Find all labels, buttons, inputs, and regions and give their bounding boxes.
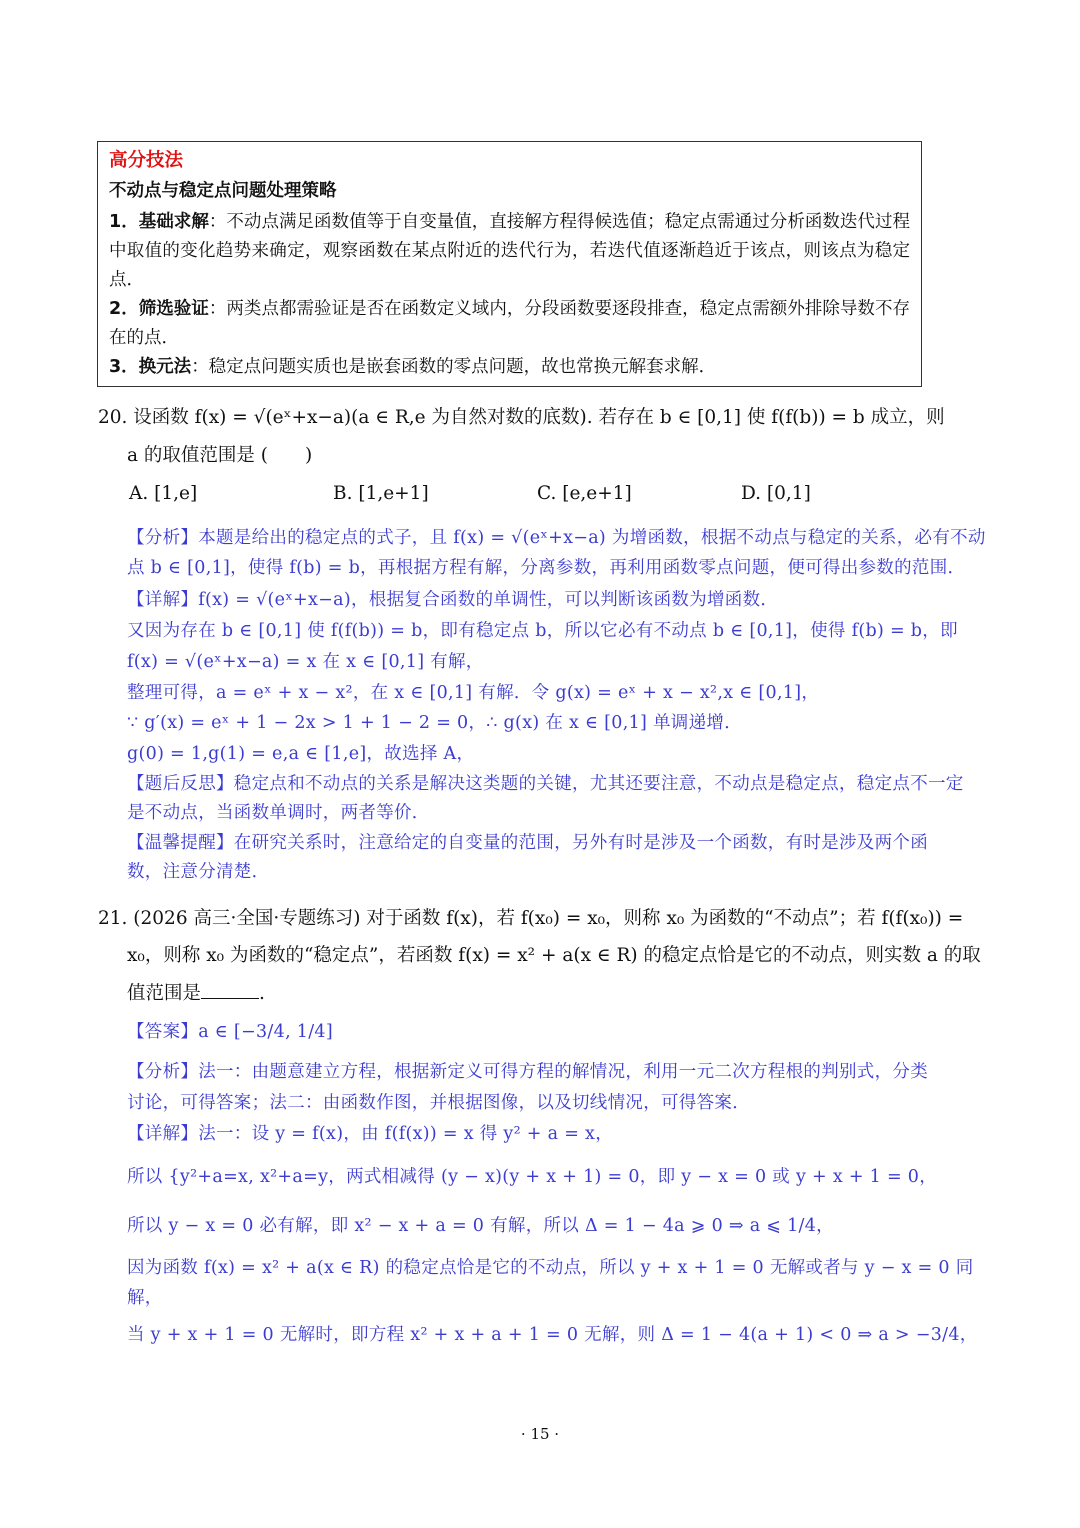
q21-analysis-line: 所以 {y²+a=x, x²+a=y，两式相减得 (y − x)(y + x + 1) = 0，即 y − x = 0 或 y + x + 1 = 0， xyxy=(127,1167,938,1187)
q21-analysis-line: 所以 y − x = 0 必有解，即 x² − x + a = 0 有解，所以 Δ = 1 − 4a ⩾ 0 ⇒ a ⩽ 1/4， xyxy=(127,1216,834,1236)
q20-analysis-line: 【分析】本题是给出的稳定点的式子，且 f(x) = √(eˣ+x−a) 为增函数，根据不动点与稳定的关系，必有不动 xyxy=(127,528,986,548)
strategy-item-heading: 3．换元法 xyxy=(109,357,192,377)
q21-analysis-line: 【分析】法一：由题意建立方程，根据新定义可得方程的解情况，利用一元二次方程根的判别式，分类 xyxy=(127,1062,928,1082)
strategy-box xyxy=(97,141,922,387)
strategy-item-heading: 1．基础求解 xyxy=(109,212,209,232)
q20-analysis-line: ∵ g′(x) = eˣ + 1 − 2x > 1 + 1 − 2 = 0，∴ g(x) 在 x ∈ [0,1] 单调递增． xyxy=(127,713,743,733)
q20-option-d: D. [0,1] xyxy=(741,483,811,504)
q20-option-b: B. [1,e+1] xyxy=(333,483,429,504)
q21-stem-line-1: 21. (2026 高三·全国·专题练习) 对于函数 f(x)，若 f(x₀) = x₀，则称 x₀ 为函数的“不动点”；若 f(f(x₀)) = xyxy=(98,908,964,929)
q21-analysis-line: 当 y + x + 1 = 0 无解时，即方程 x² + x + a + 1 = 0 无解，则 Δ = 1 − 4(a + 1) < 0 ⇒ a > −3/4， xyxy=(127,1325,978,1345)
q20-analysis-line: 【温馨提醒】在研究关系时，注意给定的自变量的范围，另外有时是涉及一个函数，有时是涉及两个函 xyxy=(127,833,928,853)
strategy-item-heading: 2．筛选验证 xyxy=(109,299,209,319)
q21-analysis-line: 讨论，可得答案；法二：由函数作图，并根据图像，以及切线情况，可得答案． xyxy=(127,1093,750,1113)
strategy-item-text: ：两类点都需验证是否在函数定义域内，分段函数要逐段排查，稳定点需额外排除导数不存在的点． xyxy=(109,299,910,348)
q21-analysis-line: 因为函数 f(x) = x² + a(x ∈ R) 的稳定点恰是它的不动点，所以 y + x + 1 = 0 无解或者与 y − x = 0 同 xyxy=(127,1258,974,1278)
q20-analysis-line: f(x) = √(eˣ+x−a) = x 在 x ∈ [0,1] 有解， xyxy=(127,652,484,672)
strategy-item-2 xyxy=(109,295,910,353)
strategy-box-subtitle: 不动点与稳定点问题处理策略 xyxy=(109,181,337,201)
q20-stem-line-2: a 的取值范围是 ( ) xyxy=(127,445,313,466)
q20-analysis-line: g(0) = 1,g(1) = e,a ∈ [1,e]，故选择 A， xyxy=(127,744,475,764)
q20-analysis-line: 整理可得，a = eˣ + x − x²，在 x ∈ [0,1] 有解．令 g(x) = eˣ + x − x²,x ∈ [0,1]， xyxy=(127,683,820,703)
strategy-item-text: ：不动点满足函数值等于自变量值，直接解方程得候选值；稳定点需通过分析函数迭代过程中取值的变化趋势来确定，观察函数在某点附近的迭代行为，若迭代值逐渐趋近于该点，则该点为稳定点． xyxy=(109,212,910,290)
q20-analysis-line: 又因为存在 b ∈ [0,1] 使 f(f(b)) = b，即有稳定点 b，所以它必有不动点 b ∈ [0,1]，使得 f(b) = b，即 xyxy=(127,621,958,641)
strategy-item-3 xyxy=(109,353,910,382)
q20-analysis-line: 是不动点，当函数单调时，两者等价． xyxy=(127,803,430,823)
q21-stem-end: . xyxy=(259,983,265,1004)
q20-analysis-line: 点 b ∈ [0,1]，使得 f(b) = b，再根据方程有解，分离参数，再利用函数零点问题，便可得出参数的范围． xyxy=(127,558,966,578)
q20-analysis-line: 【详解】f(x) = √(eˣ+x−a)，根据复合函数的单调性，可以判断该函数为增函数． xyxy=(127,590,779,610)
q21-stem-line-3 xyxy=(127,979,265,1005)
q20-analysis-line: 【题后反思】稳定点和不动点的关系是解决这类题的关键，尤其还要注意，不动点是稳定点，稳定点不一定 xyxy=(127,774,964,794)
q21-analysis-line: 【详解】法一：设 y = f(x)，由 f(f(x)) = x 得 y² + a = x， xyxy=(127,1124,613,1144)
q21-answer: 【答案】a ∈ [−3/4, 1/4] xyxy=(127,1022,333,1042)
q21-stem-line-2: x₀，则称 x₀ 为函数的“稳定点”，若函数 f(x) = x² + a(x ∈ R) 的稳定点恰是它的不动点，则实数 a 的取 xyxy=(127,945,981,966)
q21-stem-text: 值范围是 xyxy=(127,983,202,1004)
q20-option-c: C. [e,e+1] xyxy=(537,483,632,504)
page-number: · 15 · xyxy=(520,1425,560,1443)
q21-answer-blank xyxy=(201,980,259,999)
strategy-item-text: ：稳定点问题实质也是嵌套函数的零点问题，故也常换元解套求解． xyxy=(191,357,717,377)
q20-analysis-line: 数，注意分清楚． xyxy=(127,862,270,882)
q20-stem-line-1: 20. 设函数 f(x) = √(eˣ+x−a)(a ∈ R,e 为自然对数的底数). 若存在 b ∈ [0,1] 使 f(f(b)) = b 成立，则 xyxy=(98,407,945,428)
strategy-box-title: 高分技法 xyxy=(109,150,184,171)
q20-option-a: A. [1,e] xyxy=(129,483,198,504)
q21-analysis-line: 解， xyxy=(127,1288,163,1308)
strategy-item-1 xyxy=(109,208,910,295)
